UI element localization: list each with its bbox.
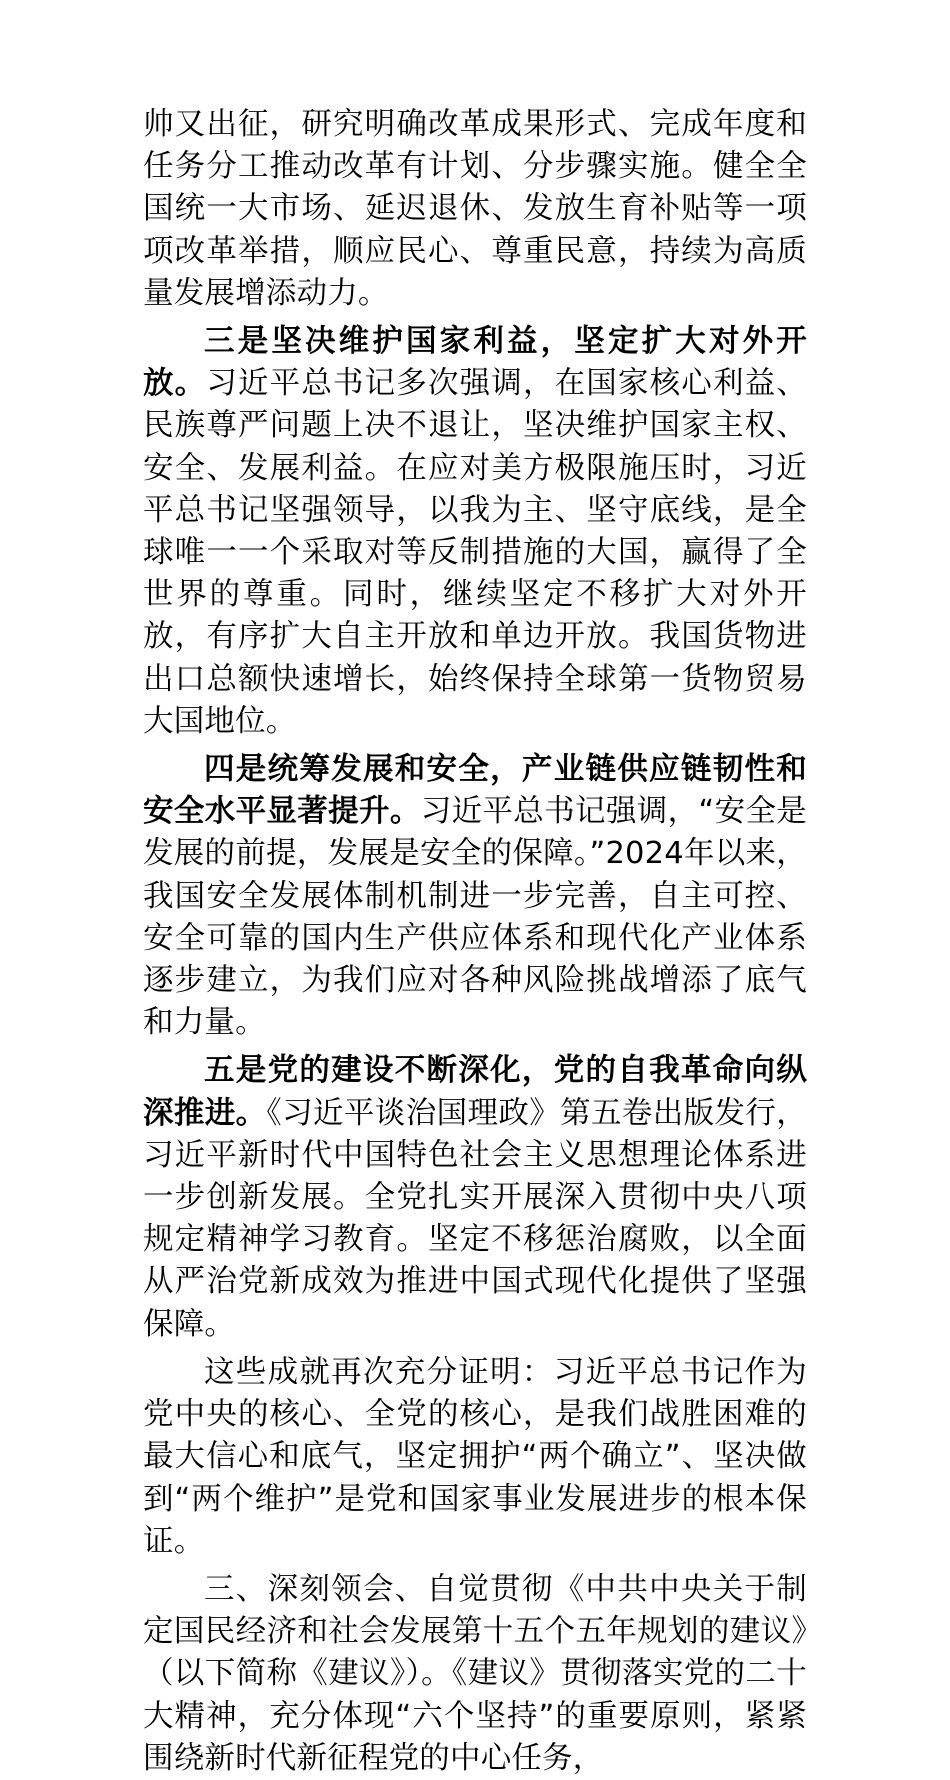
paragraph-point-three-body: 习近平总书记多次强调，在国家核心利益、民族尊严问题上决不退让，坚决维护国家主权、安全、发展利益。在应对美方极限施压时，习近平总书记坚强领导，以我为主、坚守底线，是全球唯一一个采取对等反制措施的大国，赢得了全世界的尊重。同时，继续坚定不移扩大对外开放，有序扩大自主开放和单边开放。我国货物进出口总额快速增长，始终保持全球第一货物贸易大国地位。 — [143, 366, 807, 739]
paragraph-summary: 这些成就再次充分证明：习近平总书记作为党中央的核心、全党的核心，是我们战胜困难的最大信心和底气，坚定拥护“两个确立”、坚决做到“两个维护”是党和国家事业发展进步的根本保证。 — [143, 1354, 807, 1559]
paragraph-point-four-body: 习近平总书记强调，“安全是发展的前提，发展是安全的保障。”2024年以来，我国安全发展体制机制进一步完善，自主可控、安全可靠的国内生产供应体系和现代化产业体系逐步建立，为我们应对各种风险挑战增添了底气和力量。 — [143, 794, 807, 1041]
paragraph-continuation: 帅又出征，研究明确改革成果形式、完成年度和任务分工推动改革有计划、分步骤实施。健全全国统一大市场、延迟退休、发放生育补贴等一项项改革举措，顺应民心、尊重民意，持续为高质量发展增添动力。 — [143, 107, 807, 311]
document-text-column — [143, 104, 807, 1780]
paragraph-point-five-body: 《习近平谈治国理政》第五卷出版发行，习近平新时代中国特色社会主义思想理论体系进一步创新发展。全党扎实开展深入贯彻中央八项规定精神学习教育。坚定不移惩治腐败，以全面从严治党新成效为推进中国式现代化提供了坚强保障。 — [143, 1095, 807, 1342]
paragraph-point-four — [143, 749, 807, 1044]
paragraph-point-three-lead: 三是坚决维护国家利益，坚定扩大对外开放。 — [143, 324, 807, 402]
paragraph-section-three: 三、深刻领会、自觉贯彻《中共中央关于制定国民经济和社会发展第十五个五年规划的建议》（以下简称《建议》）。《建议》贯彻落实党的二十大精神，充分体现“六个坚持”的重要原则，紧紧围绕新时代新征程党的中心任务， — [143, 1571, 807, 1776]
paragraph-point-five-lead: 五是党的建设不断深化，党的自我革命向纵深推进。 — [143, 1053, 807, 1131]
paragraph-point-three — [143, 321, 807, 743]
paragraph-point-five — [143, 1050, 807, 1345]
paragraph-point-four-lead: 四是统筹发展和安全，产业链供应链韧性和安全水平显著提升。 — [143, 752, 807, 830]
